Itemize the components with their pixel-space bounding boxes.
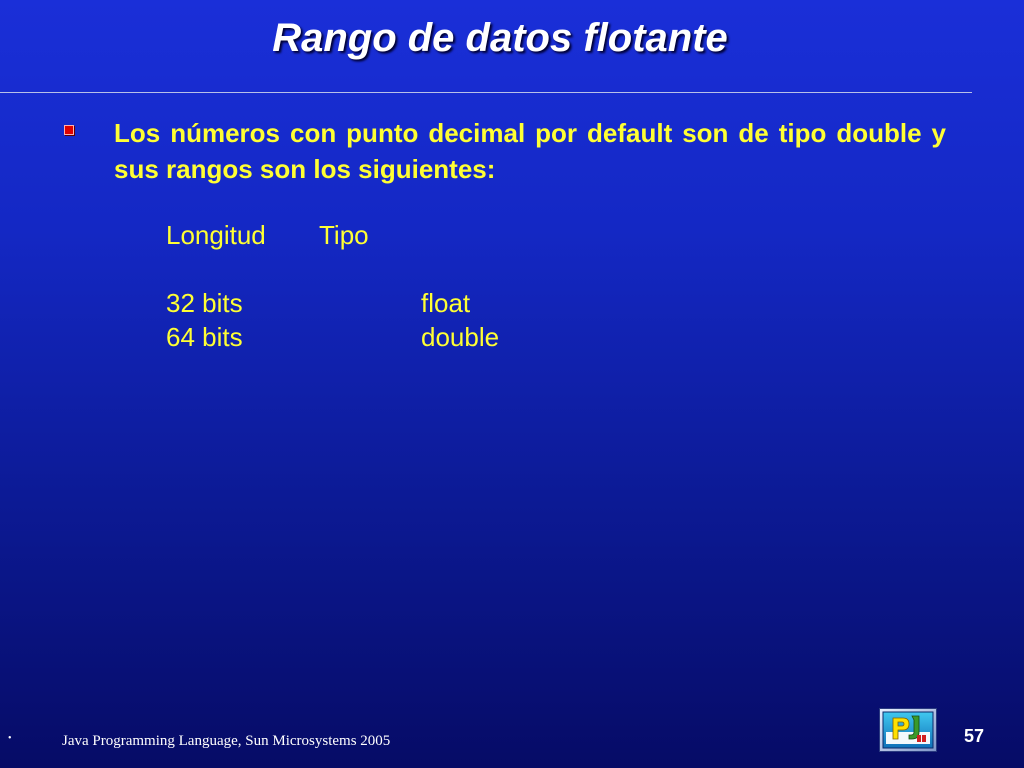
slide-title: Rango de datos flotante: [272, 16, 728, 60]
header-longitud: Longitud: [166, 220, 266, 250]
footer-text: Java Programming Language, Sun Microsystems 2005: [62, 733, 391, 749]
row-2-tipo: double: [421, 322, 500, 352]
footer-bullet: •: [8, 733, 12, 744]
row-2-longitud: 64 bits: [166, 322, 243, 352]
row-1-longitud: 32 bits: [166, 288, 243, 318]
header-tipo: Tipo: [319, 220, 369, 250]
java-logo-icon: [879, 708, 937, 752]
square-bullet-icon: [64, 125, 74, 135]
title-divider: [0, 92, 972, 93]
page-number: 57: [964, 726, 985, 746]
bullet-text: Los números con punto decimal por default son de tipo double y sus rangos son los siguientes:: [114, 118, 946, 184]
bullet-item: [62, 115, 946, 187]
row-1-tipo: float: [421, 288, 471, 318]
